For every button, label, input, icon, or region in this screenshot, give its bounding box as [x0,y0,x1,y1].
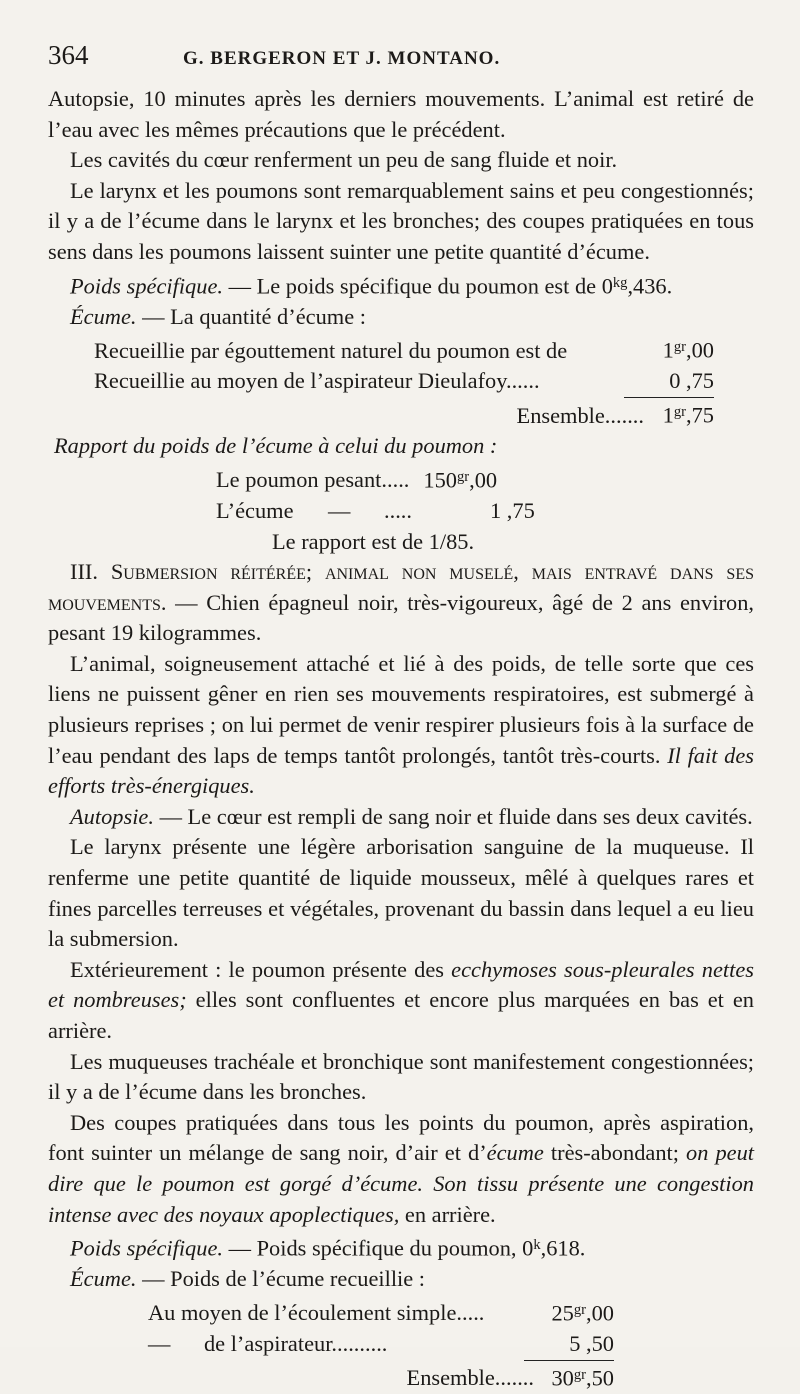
table-row: L’écume — ..... 1 ,75 [216,496,754,527]
row-value: 0 ,75 [669,368,714,394]
rapport-conclusion: Le rapport est de 1/85. [272,528,475,554]
row-label: Recueillie au moyen de l’aspirateur Dieulafoy...... [94,368,540,394]
row-label: Recueillie par égouttement naturel du poumon est de [94,337,568,363]
row-label: — de l’aspirateur.......... [148,1331,388,1357]
ecume-text: — La quantité d’écume : [136,303,366,329]
ecume-table-1 [48,332,754,431]
body-text [48,84,754,1394]
table-row [216,462,754,496]
table-total [148,1360,614,1394]
paragraph-autopsie-2: Autopsie. — Le cœur est rempli de sang noir et fluide dans ses deux cavités. [70,803,753,829]
row-value: 5 ,50 [569,1331,614,1357]
row-value: $150^{gr},00$ [423,467,498,493]
total-value: $1^{gr},75$ [662,402,714,428]
ecume-heading-2: Écume. — Poids de l’écume recueillie : [70,1266,426,1292]
ecume-heading-1 [48,302,754,333]
row-label: Le poumon pesant..... [216,467,410,493]
page-number: 364 [48,40,89,70]
poids-label: Poids spécifique. [70,273,223,299]
paragraph-larynx: Le larynx présente une légère arborisation sanguine de la muqueuse. Il renferme une petite quantité de liquide mousseux, mêlé à quelques rares et fines parcelles terreuses et végétales, provenant du bassin dans lequel a eu lieu la submersion. [48,834,754,952]
paragraph-coupes: Des coupes pratiquées dans tous les points du poumon, après aspiration, font suinter un mélange de sang noir, d’air et d’écume très-abondant; on peut dire que le poumon est gorgé d’écume. Son tissu présente une congestion intense avec des noyaux apoplectiques, en arrière. [48,1109,754,1227]
page-header [48,40,754,84]
row-label: Au moyen de l’écoulement simple..... [148,1300,485,1326]
table-row [94,366,714,397]
poids-specifique-1 [48,268,754,302]
paragraph-larynx-poumons: Le larynx et les poumons sont remarquablement sains et peu congestionnés; il y a de l’écume dans le larynx et les bronches; des coupes pratiquées en tous sens dans les poumons laissent suinter une petite quantité d’écume. [48,177,754,264]
rapport-title: Rapport du poids de l’écume à celui du poumon : [54,433,498,459]
row-value: $1^{gr},00$ [662,337,714,363]
paragraph-exterieurement: Extérieurement : le poumon présente des ecchymoses sous-pleurales nettes et nombreuses; elles sont confluentes et encore plus marquées en bas et en arrière. [48,956,754,1043]
table-total [94,397,714,431]
row-value: $25^{gr},00$ [551,1300,614,1326]
ecume-table-2 [48,1295,754,1394]
paragraph-cavites: Les cavités du cœur renferment un peu de sang fluide et noir. [70,147,618,173]
poids-text: — Le poids spécifique du poumon est de 0 [222,273,613,299]
section-heading: III. Submersion réitérée; animal non muselé, mais entravé dans ses mouvements. — Chien épagneul noir, très-vigoureux, âgé de 2 ans environ, pesant 19 kilogrammes. [48,559,754,646]
row-label: L’écume [216,497,294,523]
paragraph-muqueuses: Les muqueuses trachéale et bronchique sont manifestement congestionnées; il y a de l’écume dans les bronches. [48,1048,754,1105]
table-row [148,1329,614,1360]
table-row [94,332,714,366]
total-value: $30^{gr},50$ [551,1365,614,1391]
total-label: Ensemble....... [406,1365,534,1391]
poids-unit: kg [612,274,628,291]
row-value: 1 ,75 [490,497,535,523]
poids-specifique-2: Poids spécifique. — Poids spécifique du poumon, 0$^k$,618. [70,1235,586,1261]
ecume-label: Écume. [70,303,137,329]
paragraph-animal: L’animal, soigneusement attaché et lié à des poids, de telle sorte que ces liens ne puissent gêner en rien ses mouvements respiratoires, est submergé à plusieurs reprises ; on lui permet de venir respirer plusieurs fois à la surface de l’eau pendant des laps de temps tantôt prolongés, tantôt très-courts. Il fait des efforts très-énergiques. [48,650,754,799]
running-head: G. BERGERON ET J. MONTANO. [183,48,501,69]
paragraph-autopsie-1: Autopsie, 10 minutes après les derniers mouvements. L’animal est retiré de l’eau avec les mêmes précautions que le précédent. [48,86,754,142]
total-label: Ensemble....... [516,402,644,428]
rapport-table [48,462,754,557]
poids-value: ,436. [627,273,673,299]
table-row [148,1295,614,1329]
